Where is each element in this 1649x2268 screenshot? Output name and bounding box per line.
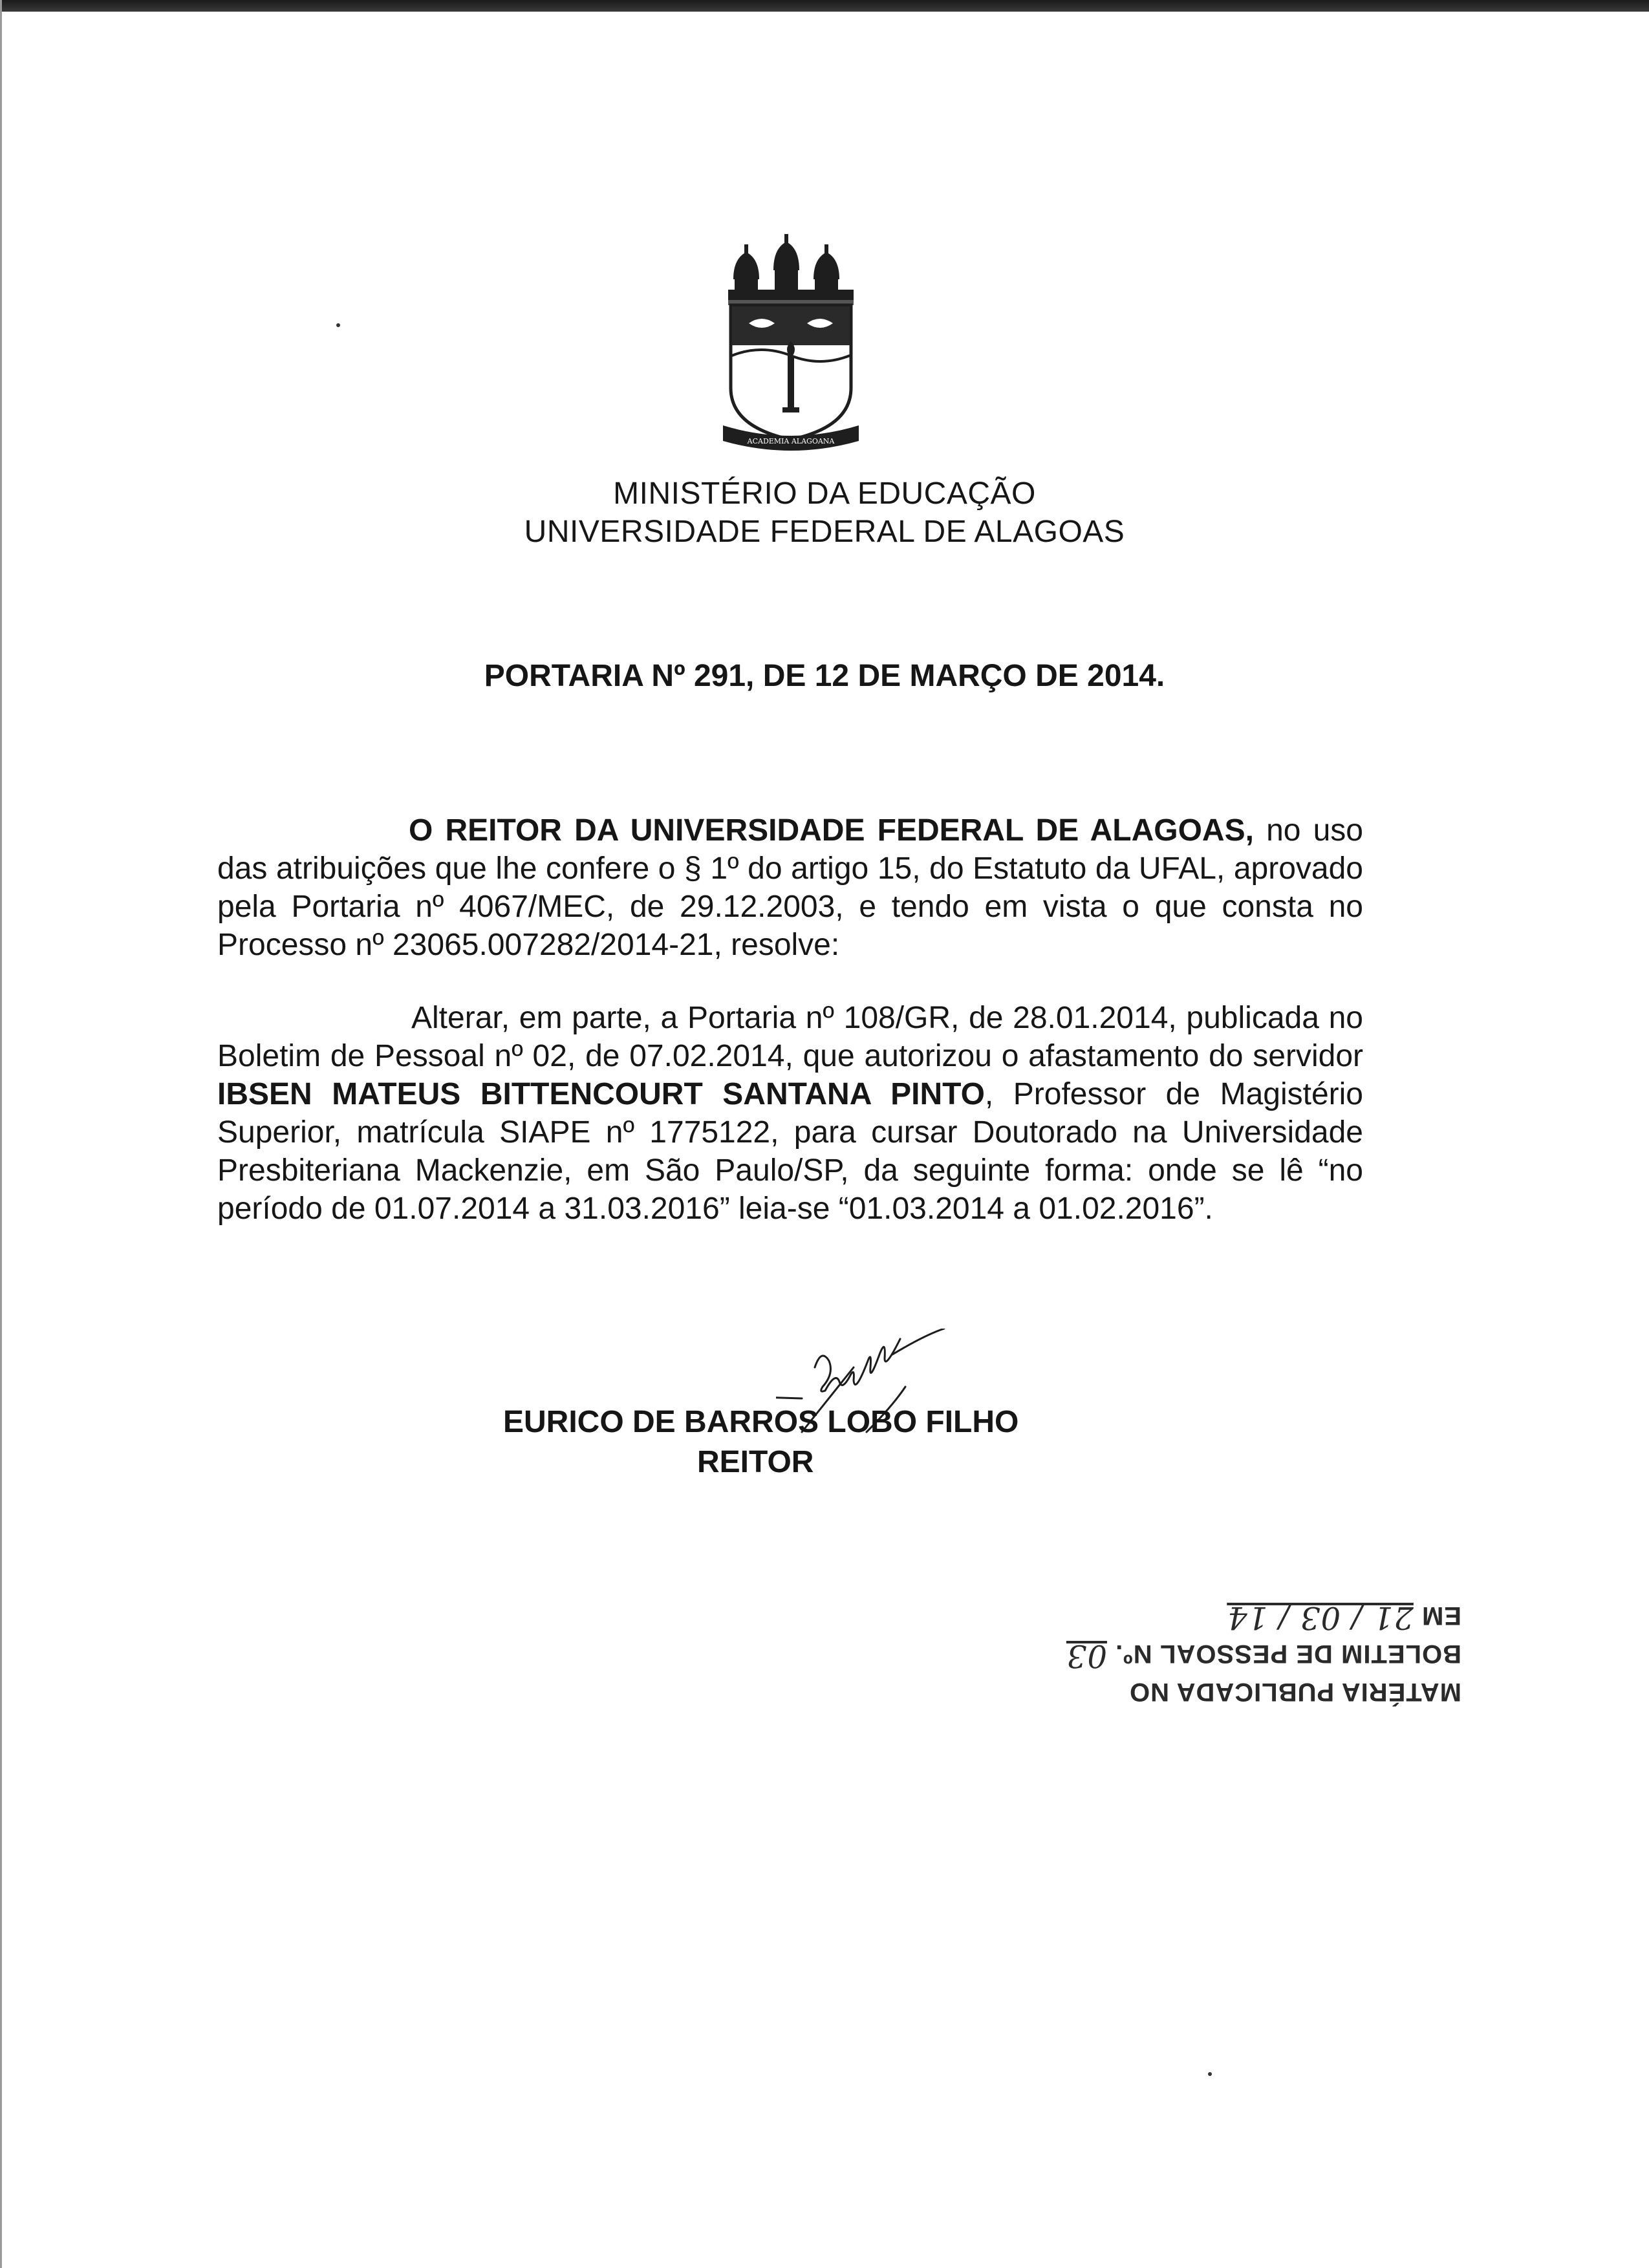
- stamp-date-value: 21 / 03 / 14: [1227, 1599, 1414, 1636]
- stamp-bulletin-number: 03: [1066, 1638, 1107, 1674]
- preamble-paragraph: [217, 811, 1363, 964]
- university-heading: UNIVERSIDADE FEDERAL DE ALAGOAS: [524, 515, 1125, 549]
- stamp-date-label: EM: [1421, 1601, 1461, 1630]
- signatory-name: EURICO DE BARROS LOBO FILHO: [503, 1405, 1019, 1439]
- servant-name: IBSEN MATEUS BITTENCOURT SANTANA PINTO: [217, 1077, 985, 1111]
- publication-stamp: [1066, 1561, 1461, 1710]
- document-title: PORTARIA Nº 291, DE 12 DE MARÇO DE 2014.: [484, 659, 1165, 693]
- stamp-line-date: [1099, 1598, 1461, 1636]
- crest-motto: ACADEMIA ALAGOANA: [747, 437, 835, 445]
- scan-left-edge: [0, 0, 2, 2268]
- resolution-paragraph: [217, 999, 1363, 1228]
- resolution-text-before: Alterar, em parte, a Portaria nº 108/GR, de 28.01.2014, publicada no Boletim de Pessoal nº 02, de 07.02.2014, que autorizou o afastamento do servidor: [217, 1001, 1363, 1073]
- scan-speck: [1208, 2072, 1212, 2076]
- stamp-line-bulletin: [1066, 1636, 1461, 1674]
- ministry-heading: MINISTÉRIO DA EDUCAÇÃO: [613, 476, 1036, 511]
- scan-top-edge: [0, 0, 1649, 12]
- signatory-role: REITOR: [697, 1445, 814, 1479]
- stamp-line-published: MATÉRIA PUBLICADA NO: [1128, 1678, 1461, 1706]
- scan-speck: [336, 323, 340, 327]
- resolution-text-after: , Professor de Magistério Superior, matrícula SIAPE nº 1775122, para cursar Doutorado na Universidade Presbiteriana Mackenzie, em São Paulo/SP, da seguinte forma: onde se lê “no período de 01.07.2014 a 31.03.2016” leia-se “01.03.2014 a 01.02.2016”.: [217, 1077, 1363, 1226]
- preamble-subject: O REITOR DA UNIVERSIDADE FEDERAL DE ALAGOAS,: [409, 813, 1254, 848]
- university-crest-logo: [723, 233, 859, 453]
- preamble-text: no uso das atribuições que lhe confere o § 1º do artigo 15, do Estatuto da UFAL, aprovado pela Portaria nº 4067/MEC, de 29.12.2003, e tendo em vista o que consta no Processo nº 23065.007282/2014-21, resolve:: [217, 813, 1363, 962]
- stamp-bulletin-label: BOLETIM DE PESSOAL Nº.: [1115, 1640, 1461, 1668]
